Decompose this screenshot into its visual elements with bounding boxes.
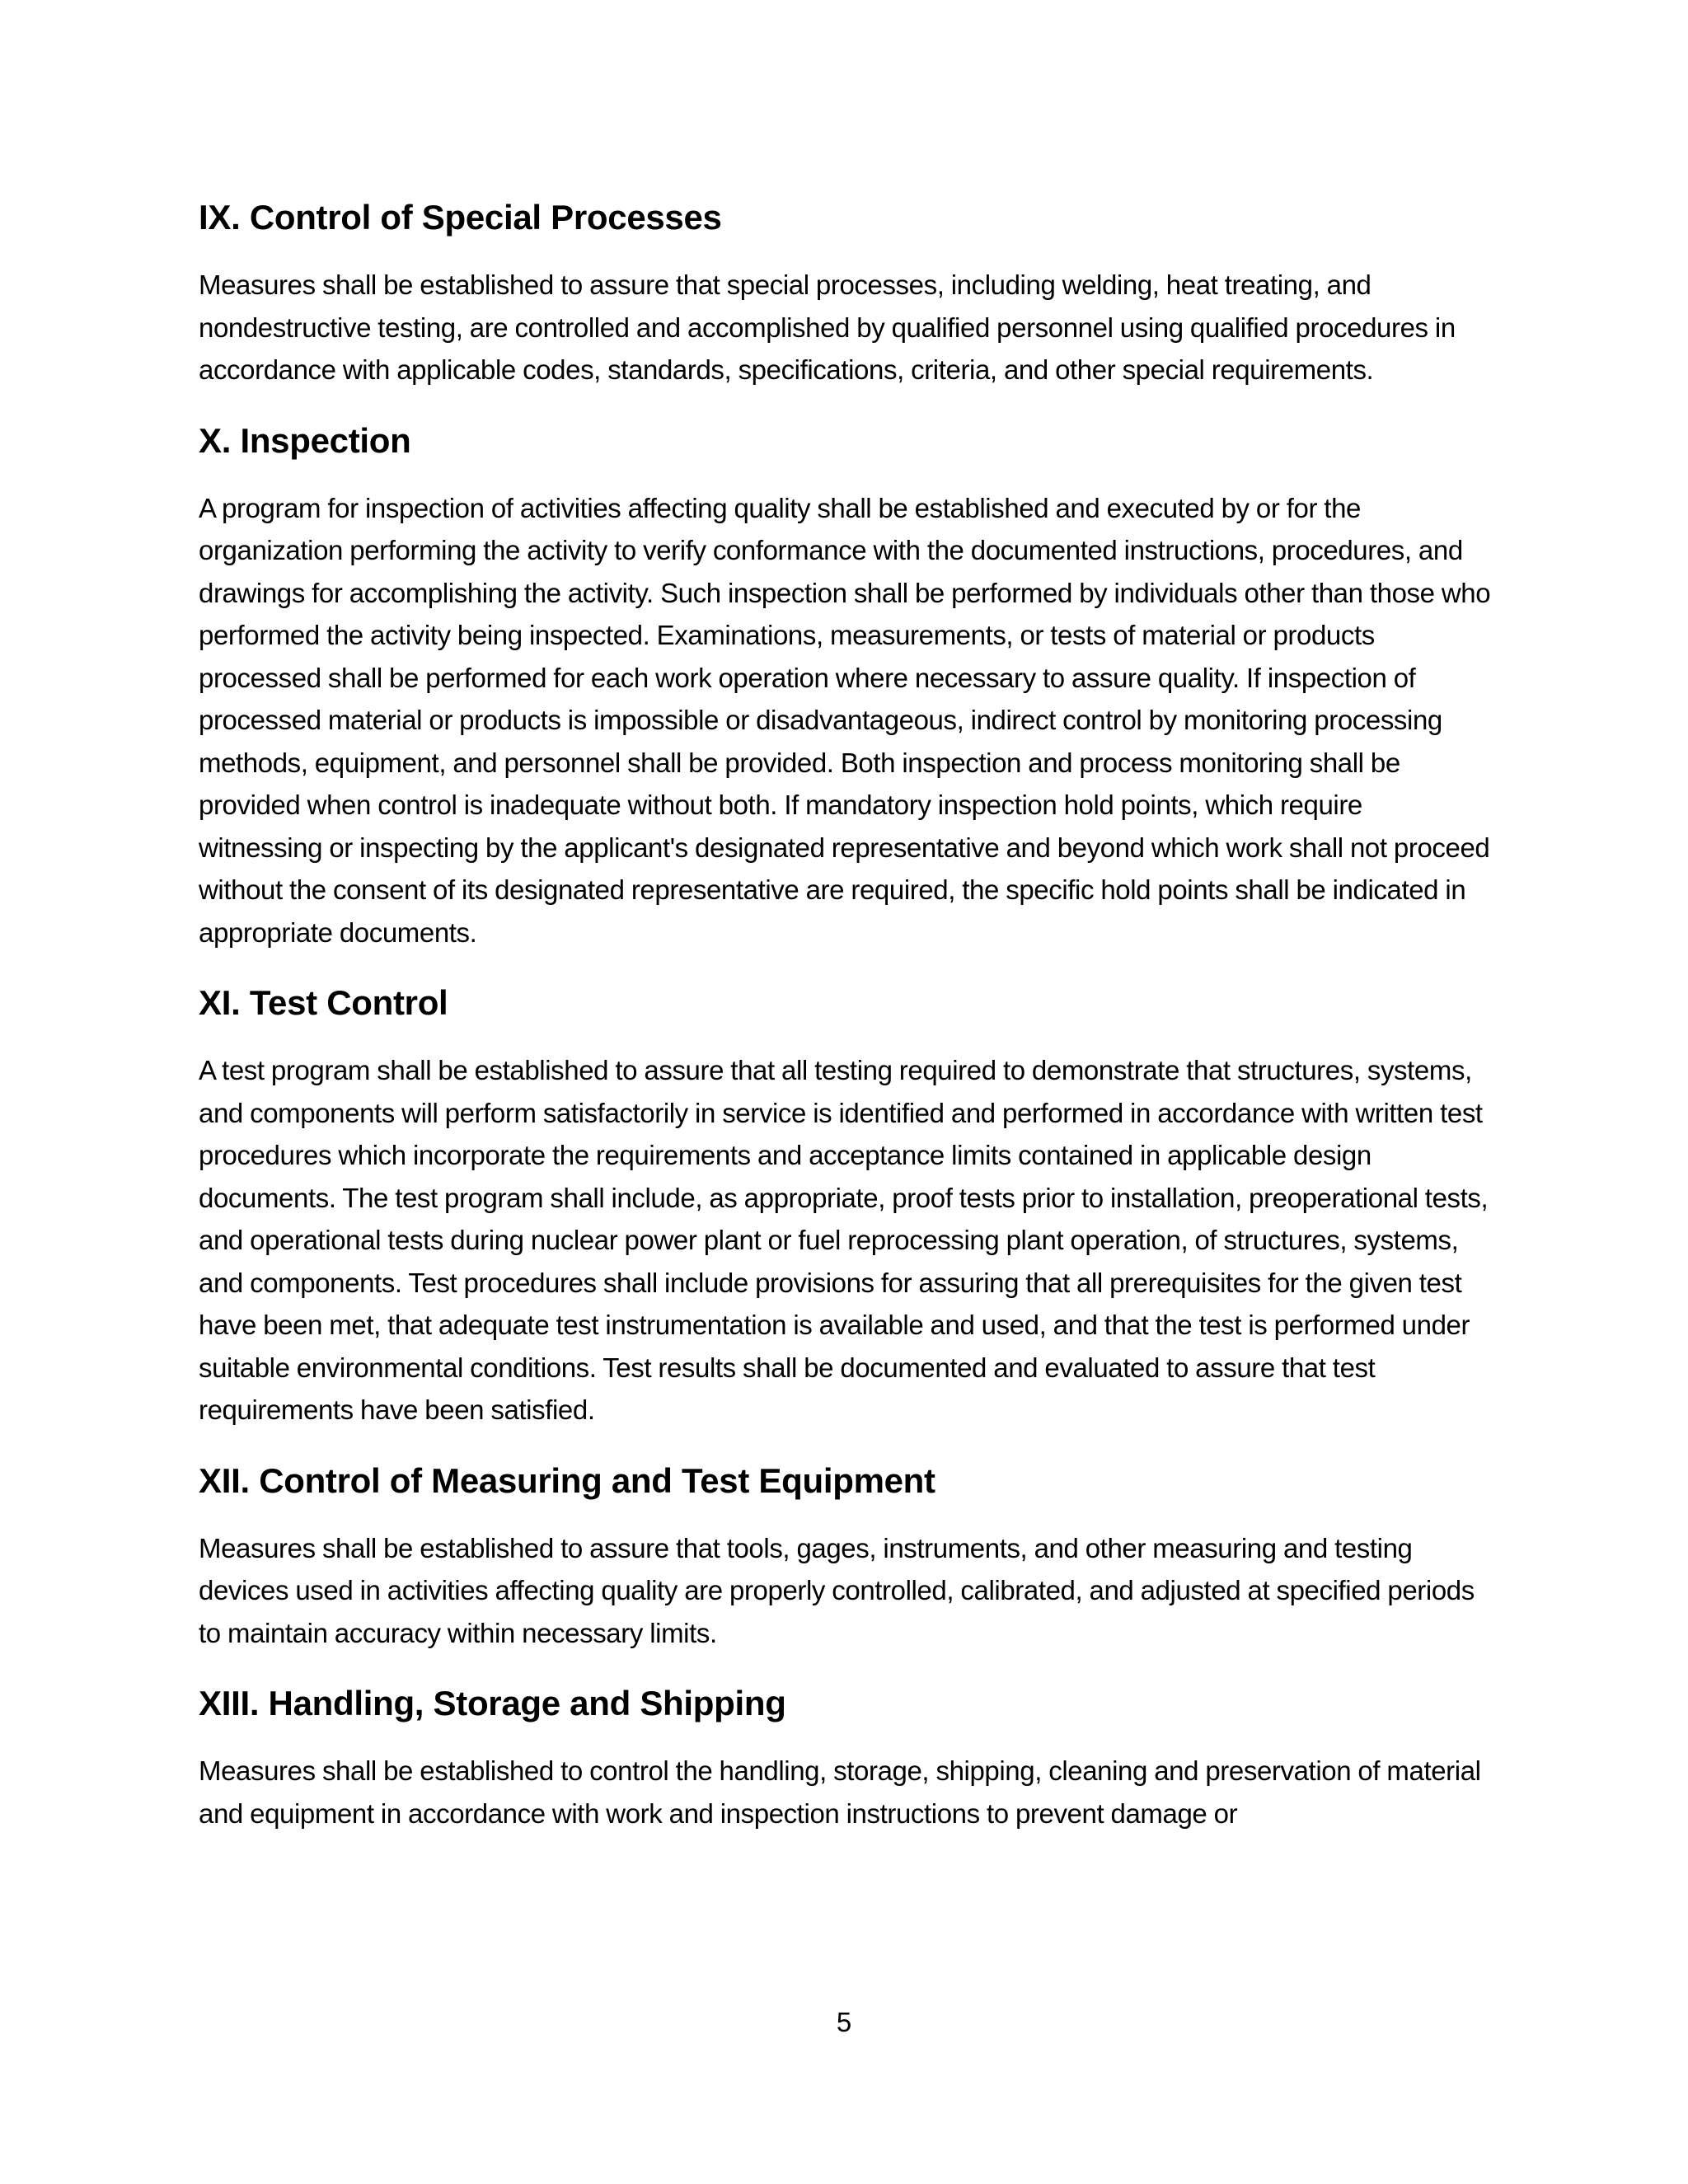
section-body: A program for inspection of activities affecting quality shall be established and executed by or for the organization performing the activity to verify conformance with the documented instructions, procedures, and drawings for accomplishing the activity. Such inspection shall be performed by individuals other than those who performed the activity being inspected. Examinations, measurements, or tests of material or products processed shall be performed for each work operation where necessary to assure quality. If inspection of processed material or products is impossible or disadvantageous, indirect control by monitoring processing methods, equipment, and personnel shall be provided. Both inspection and process monitoring shall be provided when control is inadequate without both. If mandatory inspection hold points, which require witnessing or inspecting by the applicant's designated representative and beyond which work shall not proceed without the consent of its designated representative are required, the specific hold points shall be indicated in appropriate documents. (199, 492, 1491, 948)
page-number: 5 (836, 2007, 852, 2037)
section-body: A test program shall be established to assure that all testing required to demonstrate that structures, systems, and components will perform satisfactorily in service is identified and performed in accordance with written test procedures which incorporate the requirements and acceptance limits contained in applicable design documents. The test program shall include, as appropriate, proof tests prior to installation, preoperational tests, and operational tests during nuclear power plant or fuel reprocessing plant operation, of structures, systems, and components. Test procedures shall include provisions for assuring that all prerequisites for the given test have been met, that adequate test instrumentation is available and used, and that the test is performed under suitable environmental conditions. Test results shall be documented and evaluated to assure that test requirements have been satisfied. (199, 1055, 1489, 1425)
section-body: Measures shall be established to control the handling, storage, shipping, cleaning and preservation of material and equipment in accordance with work and inspection instructions to prevent damage or (199, 1755, 1481, 1829)
section-ix (199, 194, 1493, 391)
section-xi (199, 980, 1493, 1432)
page-content (199, 194, 1493, 1861)
section-heading: X. Inspection (199, 420, 411, 460)
section-x (199, 418, 1493, 954)
section-heading: XIII. Handling, Storage and Shipping (199, 1684, 786, 1722)
section-heading: XI. Test Control (199, 983, 448, 1022)
section-body: Measures shall be established to assure that special processes, including welding, heat treating, and nondestructive testing, are controlled and accomplished by qualified personnel using qualified procedures in accordance with applicable codes, standards, specifications, criteria, and other special requirements. (199, 269, 1456, 385)
section-xii (199, 1458, 1493, 1655)
section-body: Measures shall be established to assure that tools, gages, instruments, and other measuring and testing devices used in activities affecting quality are properly controlled, calibrated, and adjusted at specified periods to maintain accuracy within necessary limits. (199, 1532, 1475, 1648)
section-xiii (199, 1680, 1493, 1835)
section-heading: XII. Control of Measuring and Test Equipment (199, 1460, 935, 1500)
section-heading: IX. Control of Special Processes (199, 198, 722, 237)
